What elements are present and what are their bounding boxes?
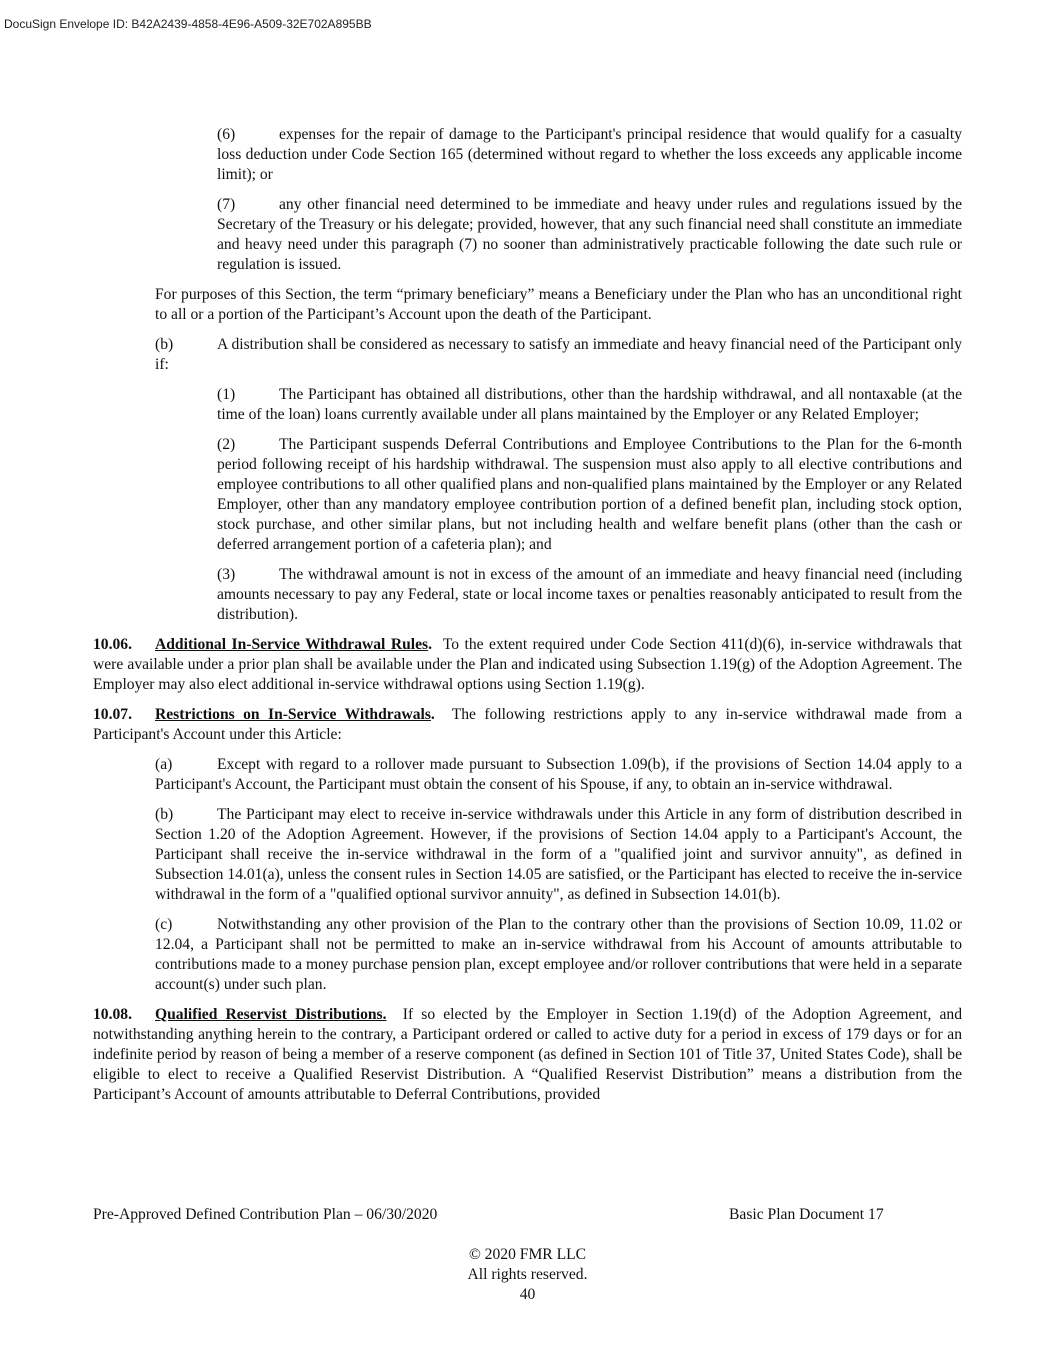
section-number: 10.08. (93, 1006, 132, 1023)
footer-plan-name: Pre-Approved Defined Contribution Plan – 06/30/2020 (93, 1206, 438, 1223)
section-title: Qualified Reservist Distributions. (155, 1006, 387, 1023)
item-number: (c) (155, 916, 173, 933)
page-number: 40 (519, 1286, 536, 1303)
item-text: Notwithstanding any other provision of the Plan to the contrary other than the provisions of Section 10.09, 11.02 or 12.04, a Participant shall not be permitted to make an in-service withdrawal from his Account of amounts attributable to contributions made to a money purchase pension plan, except employee and/or rollover contributions that were held in a separate account(s) under such plan. (155, 916, 962, 993)
paragraph-b (155, 335, 962, 375)
item-text: The Participant has obtained all distributions, other than the hardship withdrawal, and all nontaxable (at the time of the loan) loans currently available under all plans maintained by the Employer or any Related Employer; (217, 386, 962, 423)
item-text: The Participant may elect to receive in-service withdrawals under this Article in any form of distribution described in Section 1.20 of the Adoption Agreement. However, if the provisions of Section 14.04 apply to a Participant's Account, the Participant shall receive the in-service withdrawal in the form of a "qualified joint and survivor annuity", as defined in Subsection 14.01(a), unless the consent rules in Section 14.05 are satisfied, or the Participant has elected to receive the in-service withdrawal in the form of a "qualified optional survivor annuity", as defined in Subsection 14.01(b). (155, 806, 962, 903)
document-body (93, 125, 962, 1115)
section-title: Additional In-Service Withdrawal Rules (155, 636, 429, 653)
item-text: Except with regard to a rollover made pursuant to Subsection 1.09(b), if the provisions of Section 14.04 apply to a Participant's Account, the Participant must obtain the consent of his Spouse, if any, to obtain an in-service withdrawal. (155, 756, 962, 793)
footer-copyright-block (0, 1245, 1055, 1305)
item-number: (2) (217, 436, 236, 453)
item-text: The withdrawal amount is not in excess of the amount of an immediate and heavy financial need (including amounts necessary to pay any Federal, state or local income taxes or penalties reasonably anticipated to result from the distribution). (217, 566, 962, 623)
restriction-b (155, 805, 962, 905)
list-item-6 (217, 125, 962, 185)
restriction-a (155, 755, 962, 795)
section-number: 10.07. (93, 706, 132, 723)
section-title-period: . (430, 706, 435, 723)
item-text: expenses for the repair of damage to the Participant's principal residence that would qualify for a casualty loss deduction under Code Section 165 (determined without regard to whether the loss exceeds any applicable income limit); or (217, 126, 962, 183)
item-number: (1) (217, 386, 236, 403)
docusign-envelope-id: DocuSign Envelope ID: B42A2439-4858-4E96-A509-32E702A895BB (4, 17, 372, 31)
footer-copyright: © 2020 FMR LLC (468, 1246, 587, 1263)
footer-document-name: Basic Plan Document 17 (729, 1206, 884, 1223)
primary-beneficiary-paragraph: For purposes of this Section, the term “primary beneficiary” means a Beneficiary under the Plan who has an unconditional right to all or a portion of the Participant’s Account upon the death of the Participant. (155, 286, 962, 323)
sub-item-2 (217, 435, 962, 555)
paragraph-b-text: A distribution shall be considered as necessary to satisfy an immediate and heavy financial need of the Participant only if: (155, 336, 962, 373)
sub-item-3 (217, 565, 962, 625)
item-number: (6) (217, 126, 236, 143)
item-number: (b) (155, 806, 174, 823)
section-title: Restrictions on In-Service Withdrawals (155, 706, 431, 723)
sub-item-1 (217, 385, 962, 425)
item-text: any other financial need determined to be immediate and heavy under rules and regulations issued by the Secretary of the Treasury or his delegate; provided, however, that any such financial need shall constitute an immediate and heavy need under this paragraph (7) no sooner than administratively practicable following the date such rule or regulation is issued. (217, 196, 962, 273)
section-10-06 (93, 635, 962, 695)
section-text: If so elected by the Employer in Section 1.19(d) of the Adoption Agreement, and notwithstanding anything herein to the contrary, a Participant ordered or called to active duty for a period in excess of 179 days or for an indefinite period by reason of being a member of a reserve component (as defined in Section 101 of Title 37, United States Code), shall be eligible to elect to receive a Qualified Reservist Distribution. A “Qualified Reservist Distribution” means a distribution from the Participant’s Account of amounts attributable to Deferral Contributions, provided (93, 1006, 963, 1103)
section-title-period: . (428, 636, 432, 653)
list-item-7 (217, 195, 962, 275)
item-number: (a) (155, 756, 173, 773)
section-10-08 (93, 1005, 962, 1105)
item-text: The Participant suspends Deferral Contributions and Employee Contributions to the Plan for the 6-month period following receipt of his hardship withdrawal. The suspension must also apply to all elective contributions and employee contributions to all other qualified plans and non-qualified plans maintained by the Employer or any Related Employer, other than any mandatory employee contribution portion of a defined benefit plan, including stock option, stock purchase, and other similar plans, but not including health and welfare benefit plans (other than the cash or deferred arrangement portion of a cafeteria plan); and (217, 436, 962, 553)
section-text: The following restrictions apply to any in-service withdrawal made from a Participant's Account under this Article: (93, 706, 962, 743)
section-text: To the extent required under Code Section 411(d)(6), in-service withdrawals that were available under a prior plan shall be available under the Plan and indicated using Subsection 1.19(g) of the Adoption Agreement. The Employer may also elect additional in-service withdrawal options using Section 1.19(g). (93, 636, 962, 693)
footer-rights: All rights reserved. (467, 1266, 588, 1283)
item-number: (7) (217, 196, 236, 213)
section-10-07 (93, 705, 962, 745)
item-number: (3) (217, 566, 236, 583)
paragraph-b-number: (b) (155, 336, 174, 353)
restriction-c (155, 915, 962, 995)
section-number: 10.06. (93, 636, 132, 653)
